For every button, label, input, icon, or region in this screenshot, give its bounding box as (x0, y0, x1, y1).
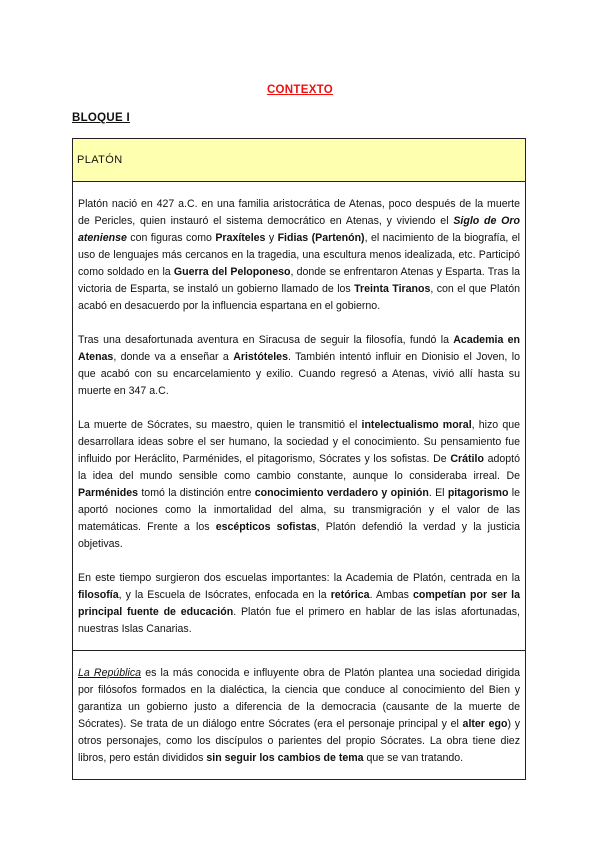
emphasized-text: alter ego (462, 718, 508, 730)
emphasized-text: intelectualismo moral (361, 419, 472, 431)
emphasized-text: Treinta Tiranos (354, 283, 431, 295)
emphasized-text: filosofía (78, 589, 119, 601)
text-run: es la más conocida e influyente obra de Platón plantea una sociedad dirigida por filósofos formados en la dialéctica, la ciencia que conduce al conocimiento del Bien y garantiza un gobierno justo a diferencia de la democracia (causante de la muerte de Sócrates). Se trata de un diálogo entre Sócrates (era el personaje principal y el (78, 667, 521, 730)
text-run: ) y otros personajes, como los discípulos o parientes del propio Sócrates. La obra tiene diez libros, pero están divididos (78, 718, 520, 764)
la-republica-cell (73, 650, 525, 779)
text-run: , con el que Platón acabó en desacuerdo por la influencia espartana en el gobierno. (78, 283, 520, 312)
text-run: , el nacimiento de la biografía, el uso de lenguajes más cercanos en la tragedia, una escultura menos idealizada, etc. Participó como soldado en la (78, 232, 521, 278)
paragraph (78, 196, 520, 315)
text-run: tomó la distinción entre (138, 487, 255, 499)
text-run: . También intentó influir en Dionisio el Joven, lo que acabó con su encarcelamiento y exilio. Cuando regresó a Atenas, vivió allí hasta su muerte en 347 a.C. (78, 351, 520, 397)
text-run: adoptó la idea del mundo sensible como cambio constante, aunque lo consideraba irreal. De (78, 453, 520, 482)
emphasized-text: retórica (330, 589, 370, 601)
text-run: , donde va a enseñar a (113, 351, 234, 363)
paragraph (78, 332, 520, 400)
block-heading: BLOQUE I (72, 112, 130, 124)
emphasized-text: Fidias (Partenón) (277, 232, 365, 244)
emphasized-text: Crátilo (450, 453, 484, 465)
biography-cell (73, 182, 525, 650)
text-run: , donde se enfrentaron Atenas y Esparta. Tras la victoria de Esparta, se instaló un gobierno llamado de los (78, 266, 520, 295)
emphasized-text: Aristóteles (233, 351, 288, 363)
content-table (72, 138, 526, 780)
emphasized-text: Siglo de Oro ateniense (78, 215, 520, 244)
document-title: CONTEXTO (266, 84, 334, 96)
emphasized-text: competían por ser la principal fuente de educación (78, 589, 520, 618)
text-run: En este tiempo surgieron dos escuelas importantes: la Academia de Platón, centrada en la (78, 572, 520, 584)
emphasized-text: conocimiento verdadero y opinión (254, 487, 429, 499)
emphasized-text: Parménides (78, 487, 139, 499)
emphasized-text: Guerra del Peloponeso (173, 266, 291, 278)
text-run: . Ambas (369, 589, 414, 601)
paragraph (78, 665, 520, 767)
text-run: le aportó nociones como la inmortalidad del alma, su transmigración y el valor de las matemáticas. Frente a los (78, 487, 521, 533)
text-run: Tras una desafortunada aventura en Siracusa de seguir la filosofía, fundó la (78, 334, 454, 346)
paragraph (78, 570, 520, 638)
emphasized-text: Praxíteles (215, 232, 266, 244)
text-run: Platón nació en 427 a.C. en una familia aristocrática de Atenas, poco después de la muerte de Pericles, quien instauró el sistema democrático en Atenas, y viviendo el (78, 198, 520, 227)
text-run: , y la Escuela de Isócrates, enfocada en la (118, 589, 331, 601)
emphasized-text: Academia en Atenas (78, 334, 521, 363)
text-run: . Platón fue el primero en hablar de las islas afortunadas, nuestras Islas Canarias. (78, 606, 520, 635)
emphasized-text: pitagorismo (447, 487, 509, 499)
text-run: , hizo que desarrollara ideas sobre el ser humano, la sociedad y el conocimiento. Su pensamiento fue influido por Heráclito, Parménides, el pitagorismo, Sócrates y los sofistas. De (78, 419, 520, 465)
emphasized-text: La República (78, 667, 142, 679)
emphasized-text: sin seguir los cambios de tema (206, 752, 364, 764)
emphasized-text: escépticos sofistas (215, 521, 317, 533)
text-run: La muerte de Sócrates, su maestro, quien le transmitió el (78, 419, 362, 431)
text-run: con figuras como (126, 232, 216, 244)
paragraph (78, 417, 520, 553)
text-run: , Platón defendió la verdad y la justicia objetivas. (78, 521, 520, 550)
text-run: y (265, 232, 278, 244)
text-run: . El (428, 487, 448, 499)
table-header-platon: PLATÓN (73, 139, 525, 182)
text-run: que se van tratando. (363, 752, 464, 764)
